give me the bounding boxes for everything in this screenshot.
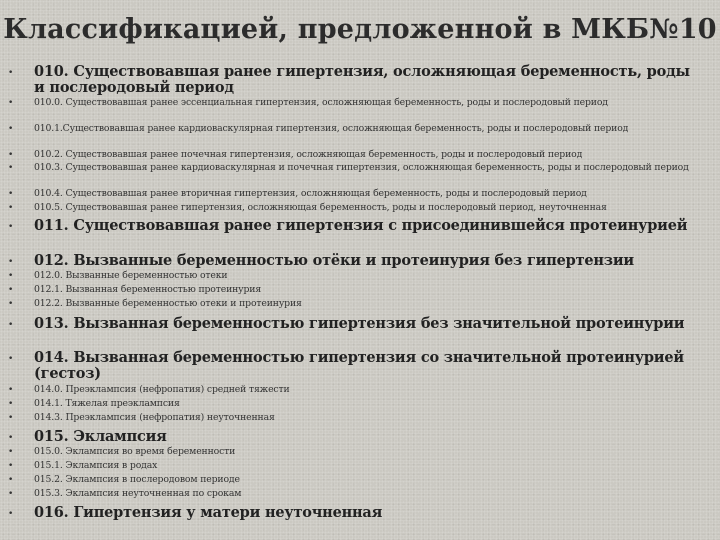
item-text: 014.1. Тяжелая преэклампсия	[34, 398, 180, 409]
bullet-icon: •	[8, 354, 14, 364]
item-text: 010.3. Существовавшая ранее кардиоваскулярная и почечная гипертензия, осложняющая беременность, роды и послеродовый период	[34, 162, 689, 173]
item-text: 010.2. Существовавшая ранее почечная гипертензия, осложняющая беременность, роды и послеродовый период	[34, 149, 583, 160]
item-text: 012.1. Вызванная беременностью протеинурия	[34, 284, 262, 295]
bullet-icon: •	[8, 68, 14, 78]
item-text: 012.0. Вызванные беременностью отеки	[34, 270, 228, 281]
bullet-icon: •	[8, 150, 14, 160]
item-text: 015.3. Эклампсия неуточненная по срокам	[34, 488, 242, 499]
bullet-icon: •	[8, 299, 14, 309]
item-text: 015.2. Эклампсия в послеродовом периоде	[34, 474, 240, 485]
bullet-icon: •	[8, 385, 14, 395]
item-text: 015.1. Эклампсия в родах	[34, 460, 158, 471]
item-text: 010.5. Существовавшая ранее гипертензия, осложняющая беременность, роды и послеродовый период, неуточненная	[34, 202, 607, 213]
bullet-icon: •	[8, 320, 14, 330]
bullet-icon: •	[8, 222, 14, 232]
item-text: 010.4. Существовавшая ранее вторичная гипертензия, осложняющая беременность, роды и послеродовый период	[34, 188, 587, 199]
bullet-icon: •	[8, 257, 14, 267]
item-text: 016. Гипертензия у матери неуточненная	[34, 504, 383, 521]
item-text: 014. Вызванная беременностью гипертензия со значительной протеинурией (гестоз)	[34, 349, 684, 382]
item-text: 012.2. Вызванные беременностью отеки и протеинурия	[34, 298, 302, 309]
bullet-icon: •	[8, 124, 14, 134]
bullet-icon: •	[8, 163, 14, 173]
item-text: 014.0. Преэклампсия (нефропатия) средней тяжести	[34, 384, 290, 395]
item-text: 013. Вызванная беременностью гипертензия без значительной протеинурии	[34, 315, 685, 332]
bullet-icon: •	[8, 271, 14, 281]
bullet-icon: •	[8, 399, 14, 409]
item-text: 015.0. Эклампсия во время беременности	[34, 446, 236, 457]
item-text: 010.0. Существовавшая ранее эссенциальная гипертензия, осложняющая беременность, роды и послеродовый период	[34, 97, 608, 108]
bullet-icon: •	[8, 189, 14, 199]
bullet-icon: •	[8, 285, 14, 295]
item-text: 012. Вызванные беременностью отёки и протеинурия без гипертензии	[34, 252, 634, 269]
bullet-icon: •	[8, 461, 14, 471]
item-text: 010. Существовавшая ранее гипертензия, осложняющая беременность, роды и послеродовый период	[34, 63, 690, 96]
item-text: 011. Существовавшая ранее гипертензия с присоединившейся протеинурией	[34, 217, 688, 234]
bullet-icon: •	[8, 489, 14, 499]
bullet-icon: •	[8, 433, 14, 443]
bullet-icon: •	[8, 203, 14, 213]
bullet-icon: •	[8, 413, 14, 423]
bullet-icon: •	[8, 447, 14, 457]
item-text: 014.3. Преэклампсия (нефропатия) неуточненная	[34, 412, 275, 423]
bullet-icon: •	[8, 98, 14, 108]
bullet-icon: •	[8, 475, 14, 485]
item-text: 010.1.Существовавшая ранее кардиоваскулярная гипертензия, осложняющая беременность, роды и послеродовый период	[34, 123, 629, 134]
slide-title: Классификацией, предложенной в МКБ№10	[3, 14, 717, 45]
item-text: 015. Эклампсия	[34, 428, 167, 445]
bullet-icon: •	[8, 509, 14, 519]
